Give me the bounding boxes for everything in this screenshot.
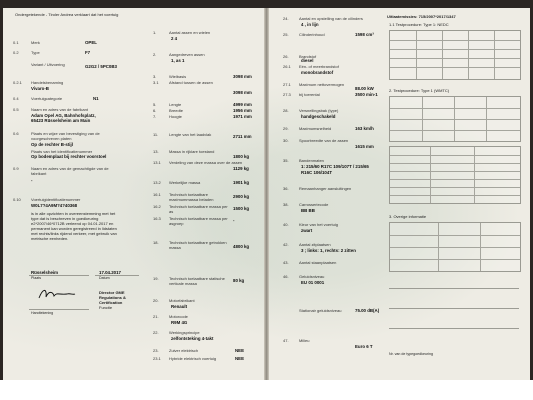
field-num: 11. [153,132,159,137]
field-value-make: OPEL [85,40,97,45]
field-value-length: 4999 mm [233,102,252,107]
field-label: Motorfabrikant [169,298,195,303]
field-value-type: F7 [85,50,91,55]
field-num: 47. [283,338,289,343]
field-label: Spoorbreedte van de assen [299,138,349,143]
field-label: Aantal zitplaatsen [299,242,331,247]
field-value-top-speed: 163 km/h [355,126,374,131]
field-label: Wielbasis [169,74,187,79]
field-num: 13.1 [153,160,161,165]
field-label: Type [31,50,40,55]
signing-place-sub: Plaats [31,276,41,280]
field-num: 0.2 [13,50,19,55]
field-value-kerb-mass: 1800 kg [233,154,250,159]
field-num: 16.3 [153,216,161,221]
field-label: Versnellingsbak (type) [299,108,339,113]
field-num: 38. [283,202,289,207]
table-gridline [390,49,520,50]
field-label: Technisch toelaatbare getrokken massa [169,240,227,250]
field-num: 2. [153,52,157,57]
field-value-track: 1615 mm [355,144,374,149]
field-label: Voertuigidentificatienummer [31,197,81,202]
field-num: 36. [283,186,289,191]
field-label: Zuiver elektrisch [169,348,199,353]
table-gridline [486,97,487,141]
field-value-width: 1956 mm [233,108,252,113]
field-label: Handelsbenaming [31,80,64,85]
stamp-line: Regulations & [99,295,126,300]
field-value-plate-location: Op de rechter B-stijl [31,142,73,147]
emissions-table-1 [389,30,521,80]
field-num: 16.2 [153,204,161,209]
field-value-manufacturer: Adam Opel AG, Bahnhofsplatz, 65423 Rüsselsheim am Main [31,113,96,123]
field-label: Kleur van het voertuig [299,222,338,227]
table-gridline [390,155,520,156]
field-label: Werkingsprincipe [169,330,200,335]
field-num: 19. [153,276,159,281]
field-label: Hybride elektrisch voertuig [169,356,217,361]
field-value-engine-maker: Renault [171,304,188,309]
field-num: 13.2 [153,180,161,185]
table-gridline [474,147,475,203]
table-gridline [442,31,443,79]
signature-label: Handtekening [31,311,54,315]
emissions-section-3: 3. Overige informatie [389,214,427,219]
table-gridline [390,187,520,188]
field-value-working-principle: zelfontsteking 4-takt [171,336,214,341]
field-value-hybrid: NEE [235,356,245,361]
field-value-engine-code: R9M 4G [171,320,188,325]
field-value-pure-electric: NEE [235,348,245,353]
table-gridline [390,171,520,172]
field-label: Technisch toelaatbare massa per asgroep [169,216,228,226]
table-gridline [454,97,455,141]
approval-number-label: Nr. van de typegoedkeuring [389,352,433,356]
field-label: Afstand tussen de assen [169,80,213,85]
field-num: 18. [153,240,159,245]
field-label: Milieu [299,338,310,343]
field-label: Lengte [169,102,182,107]
signing-date: 17.04.2017 [99,270,121,275]
table-gridline [390,40,520,41]
table-gridline [390,195,520,196]
divider [29,309,89,310]
field-label: Voertuigcategorie [31,96,63,101]
field-num: 25. [283,32,289,37]
field-num: 0.4 [13,96,19,101]
field-value-wheelbase: 3098 mm [233,74,252,79]
field-num: 40. [283,222,289,227]
field-label: Eén- of meerbrandstof [299,64,339,69]
field-value-towing-mass: 4800 kg [233,244,250,249]
field-value-mass-distribution: 1129 kg [233,166,249,171]
table-gridline [430,147,431,203]
field-num: 42. [283,242,289,247]
field-num: 22. [153,330,159,335]
field-num: 29. [283,126,289,131]
divider [389,288,519,289]
field-value-vertical-mass: 80 kg [233,278,245,283]
right-page [269,8,530,380]
field-value-axle-mass: 1500 kg [233,206,250,211]
field-value-displacement: 1598 cm³ [355,32,374,37]
table-gridline [390,58,520,59]
field-num: 30. [283,138,289,143]
field-label: Cilinderinhoud [299,32,325,37]
field-num: 0.9 [13,166,19,171]
divider [389,308,519,309]
field-label: Maximum nettovermogen [299,82,345,87]
field-value-cargo-length: 2711 mm [233,134,252,139]
field-value-max-mass: 2900 kg [233,194,250,199]
field-num: 27.3 [283,92,291,97]
table-gridline [390,235,520,236]
field-num: 0.1 [13,40,19,45]
field-num: 7. [153,114,157,119]
field-label: Brandstof [299,54,317,59]
stamp-line: Director GME [99,290,125,295]
table-gridline [390,179,520,180]
field-label: Geluidsniveau [299,274,325,279]
field-label: Naam en adres van de fabrikant [31,107,88,112]
field-label: Werkelijke massa [169,180,201,185]
field-label: Stationair geluidsniveau [299,308,342,313]
stamp-line: Certification [99,300,123,305]
field-num: 23.1 [153,356,161,361]
field-label: Lengte van het laadvlak [169,132,212,137]
table-gridline [438,223,439,271]
stamp-line: Functie [99,305,113,310]
field-value-cylinders: 4 , in lijn [301,22,319,27]
field-num: 20. [153,298,159,303]
field-num: 21. [153,314,159,319]
field-label: Aantal assen en wielen [169,30,211,35]
field-num: 26. [283,54,289,59]
field-label: Aantal staanplaatsen [299,260,337,265]
field-value-variant: G2G2 / 5PC0B3 [85,64,117,69]
field-label: Hoogte [169,114,182,119]
field-label: Naam en adres van de gemachtigde van de fabrikant [31,166,109,176]
certificate-of-conformity [3,8,530,380]
field-label: bij toerental [299,92,320,97]
field-value-seats: 3 ; links: 1, rechts: 2 zitten [301,248,356,253]
field-label: Motorcode [169,314,188,319]
field-num: 26.1 [283,64,291,69]
left-page [3,8,265,380]
field-label: Bandenmaten [299,158,324,163]
field-value-height: 1971 mm [233,114,252,119]
field-num: 43. [283,260,289,265]
field-value-fuel: diesel [301,58,314,63]
signing-place: Rüsselsheim [31,270,59,275]
field-label: Technisch toelaatbare maximummassa beladen [169,192,214,202]
field-num: 3.1 [153,80,159,85]
table-gridline [422,97,423,141]
field-value-actual-mass: 1901 kg [233,180,250,185]
table-gridline [390,247,520,248]
field-value-category: N1 [93,96,99,101]
table-gridline [390,119,520,120]
table-gridline [494,31,495,79]
field-label: Aantal en opstelling van de cilinders [299,16,363,21]
field-num: 35. [283,158,289,163]
field-value-power: 88.00 kW [355,86,374,91]
emissions-test-label: 1.1 Testprocedure: Type 1: NEDC [389,22,449,27]
table-gridline [390,259,520,260]
field-value-vin-location: Op bodemplaat bij rechter voorstoel [31,154,107,159]
table-gridline [390,163,520,164]
field-label: Maximumsnelheid [299,126,332,131]
field-label: Verdeling van deze massa over de assen [169,160,243,165]
field-num: 0.2.1 [13,80,22,85]
field-num: 13. [153,149,159,154]
field-num: 27.1 [283,82,291,87]
table-gridline [416,31,417,79]
field-num: 23. [153,348,159,353]
field-num: 1. [153,30,157,35]
field-value-vin: W0L7?4A9M?4?40368 [31,203,78,208]
field-value-noise-approval: EU 01 0001 [301,280,325,285]
divider [389,328,519,329]
conformity-statement: is in alle opzichten in overeenstemming met het type dat is beschreven in goedkeuring e2*2007/46*0712B verleend op 04.01.2017 en permanent kan worden geregistreerd in lidstaten met rechts/links rijdend verkeer, met gebruik van metrische eenheden. [31,211,117,241]
field-value-gearbox: handgeschakeld [301,114,336,119]
field-num: 0.5 [13,107,19,112]
signatory-title [99,290,126,310]
field-num: 16.1 [153,192,161,197]
field-num: 28. [283,108,289,113]
field-num: 0.6 [13,131,19,136]
field-value-representative: - [31,178,33,183]
emissions-table-4 [389,222,521,272]
field-value-axle-distance: 3098 mm [233,90,252,95]
field-label: Massa in rijklare toestand [169,149,215,154]
field-num: 6. [153,108,157,113]
emissions-table-2 [389,96,521,142]
field-label: Plaats van het identificatienummer [31,149,93,154]
table-gridline [390,67,520,68]
handwritten-signature [37,286,77,302]
field-label: Aangedreven assen [169,52,205,57]
field-value-euro-class: Euro 6 T [355,344,373,349]
table-gridline [390,108,520,109]
field-label: Carrosseriecode [299,202,329,207]
field-label: Variant / Uitvoering [31,62,65,67]
field-value-driven-axle: 1, as 1 [171,58,185,63]
field-label: Technisch toelaatbare statische verticale massa [169,276,225,286]
field-value-axles: 2 4 [171,36,178,41]
field-value-rpm: 3500 min-1 [355,92,378,97]
field-label: Plaats en wijze van bevestiging van de voorgeschreven platen [31,131,100,141]
field-value-stationary-noise: 75.00 dB(A) [355,308,380,313]
field-value-tyres: 1: 215/60 R17C 109/107T / 215/65 R16C 106/104T [301,164,369,175]
signing-date-sub: Datum [99,276,110,280]
bottom-margin [0,380,533,400]
field-num: 46. [283,274,289,279]
field-num: 3. [153,74,157,79]
field-label: Technisch toelaatbare massa per as [169,204,228,214]
header-statement: Ondergetekende - Tiroler Andrea verklaart dat het voertuig [15,12,119,17]
field-value-colour: zwart [301,228,313,233]
field-label: Breedte [169,108,184,113]
emissions-table-3 [389,146,521,204]
table-gridline [468,31,469,79]
field-label: Merk [31,40,40,45]
field-value-fuel-mode: monobrandstof [301,70,334,75]
emissions-section-2: 2. Testprocedure: Type 1 (WMTC) [389,88,450,93]
field-value-body-code: BB BB [301,208,315,213]
table-gridline [480,223,481,271]
field-value-commercial-name: Vivaro-B [31,86,49,91]
field-num: 24. [283,16,289,21]
field-num: 0.10 [13,197,21,202]
field-label: Remaanhanger aansluitingen [299,186,352,191]
field-value-group-mass: - [233,218,235,223]
table-gridline [390,130,520,131]
emissions-title: Uitlaatemissies: 715/2007*2017/1347 [387,14,456,19]
field-num: 5. [153,102,157,107]
